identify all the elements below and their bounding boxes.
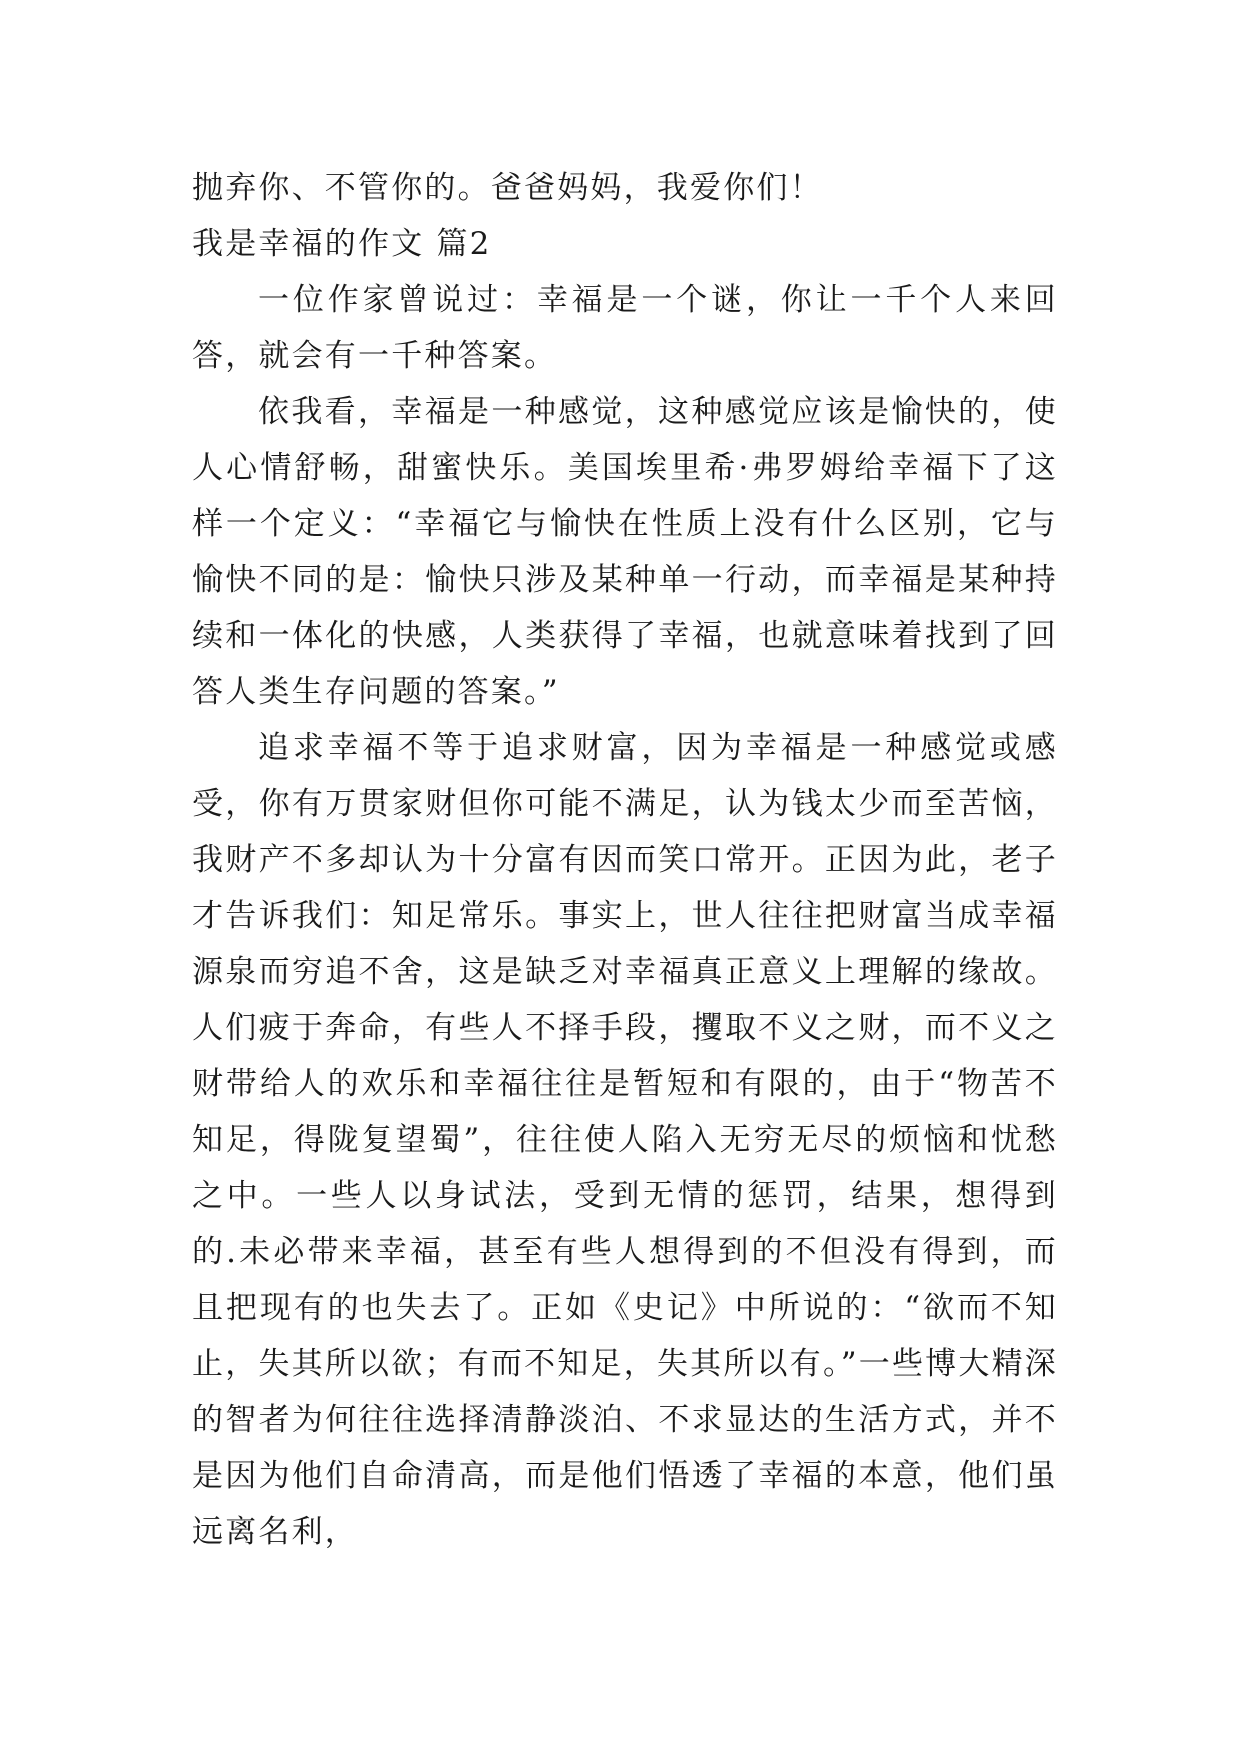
continuation-line: 抛弃你、不管你的。爸爸妈妈，我爱你们！ (192, 170, 823, 206)
document-body (192, 160, 1058, 1560)
paragraph-3: 追求幸福不等于追求财富，因为幸福是一种感觉或感受，你有万贯家财但你可能不满足，认为钱太少而至苦恼，我财产不多却认为十分富有因而笑口常开。正因为此，老子才告诉我们：知足常乐。事实上，世人往往把财富当成幸福源泉而穷追不舍，这是缺乏对幸福真正意义上理解的缘故。人们疲于奔命，有些人不择手段，攫取不义之财，而不义之财带给人的欢乐和幸福往往是暂短和有限的，由于“物苦不知足，得陇复望蜀”，往往使人陷入无穷无尽的烦恼和忧愁之中。一些人以身试法，受到无情的惩罚，结果，想得到的.未必带来幸福，甚至有些人想得到的不但没有得到，而且把现有的也失去了。正如《史记》中所说的：“欲而不知止，失其所以欲；有而不知足，失其所以有。”一些博大精深的智者为何往往选择清静淡泊、不求显达的生活方式，并不是因为他们自命清高，而是他们悟透了幸福的本意，他们虽远离名利， (192, 730, 1058, 1550)
paragraph-2: 依我看，幸福是一种感觉，这种感觉应该是愉快的，使人心情舒畅，甜蜜快乐。美国埃里希·弗罗姆给幸福下了这样一个定义：“幸福它与愉快在性质上没有什么区别，它与愉快不同的是：愉快只涉及某种单一行动，而幸福是某种持续和一体化的快感，人类获得了幸福，也就意味着找到了回答人类生存问题的答案。” (192, 394, 1058, 710)
section-title: 我是幸福的作文 篇2 (192, 226, 492, 262)
paragraph-1: 一位作家曾说过：幸福是一个谜，你让一千个人来回答，就会有一千种答案。 (192, 282, 1058, 374)
